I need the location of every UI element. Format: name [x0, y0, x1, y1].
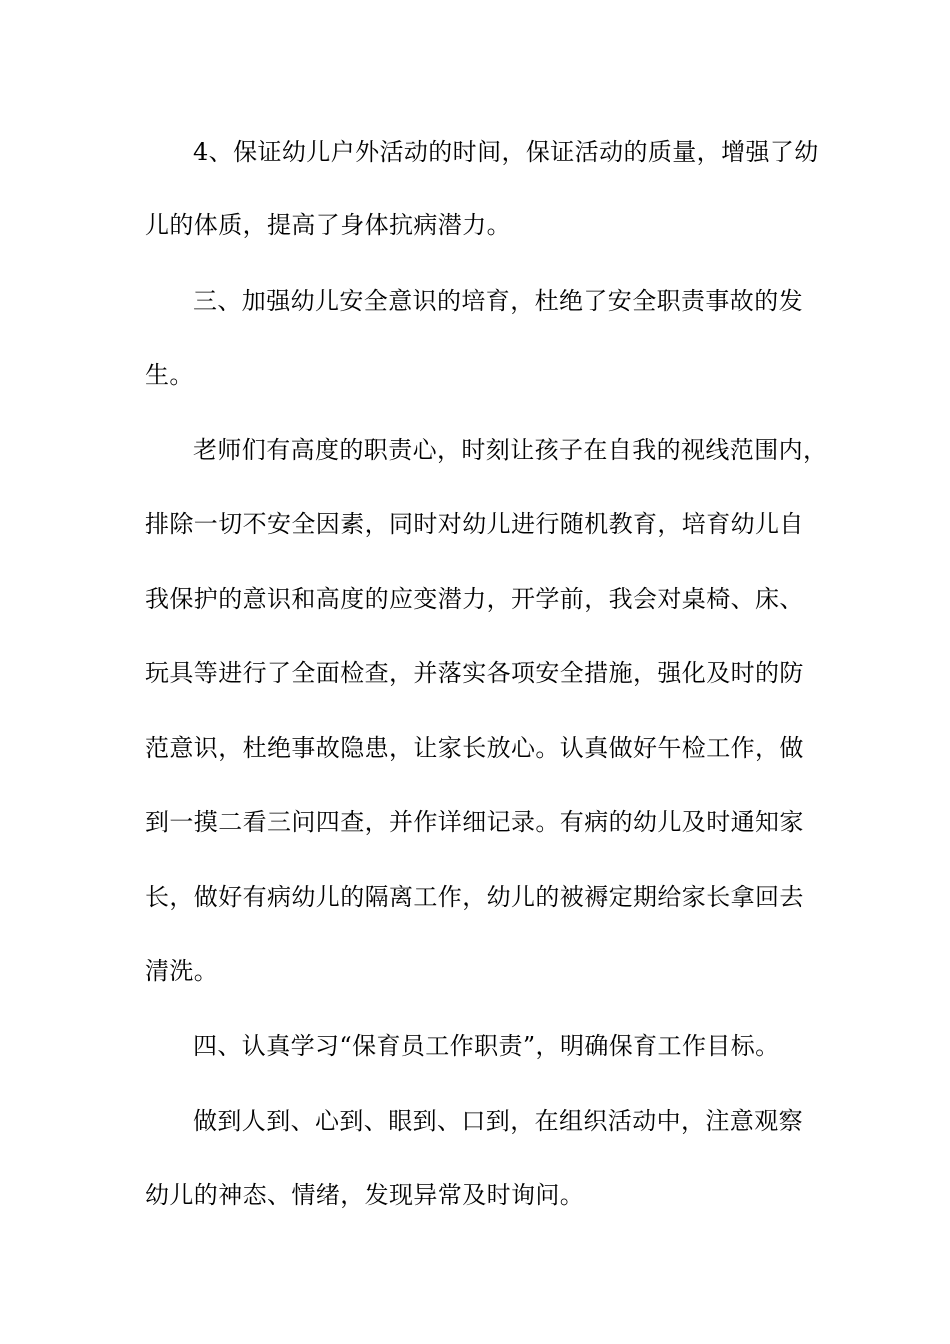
section-4-heading: 四、认真学习“保育员工作职责”，明确保育工作目标。 [193, 1032, 780, 1060]
paragraph-4-line-2: 儿的体质，提高了身体抗病潜力。 [145, 211, 511, 239]
safety-paragraph-line-3: 我保护的意识和高度的应变潜力，开学前，我会对桌椅、床、 [145, 585, 804, 613]
paragraph-4-line-1: 4、保证幼儿户外活动的时间，保证活动的质量，增强了幼 [193, 138, 819, 166]
section-3-heading-line-1: 三、加强幼儿安全意识的培育，杜绝了安全职责事故的发 [193, 287, 803, 315]
duty-paragraph-line-1: 做到人到、心到、眼到、口到，在组织活动中，注意观察 [193, 1107, 803, 1135]
safety-paragraph-line-4: 玩具等进行了全面检查，并落实各项安全措施，强化及时的防 [145, 659, 804, 687]
safety-paragraph-line-5: 范意识，杜绝事故隐患，让家长放心。认真做好午检工作，做 [145, 734, 804, 762]
safety-paragraph-line-1: 老师们有高度的职责心，时刻让孩子在自我的视线范围内， [193, 436, 828, 464]
duty-paragraph-line-2: 幼儿的神态、情绪，发现异常及时询问。 [145, 1181, 585, 1209]
safety-paragraph-line-2: 排除一切不安全因素，同时对幼儿进行随机教育，培育幼儿自 [145, 510, 804, 538]
safety-paragraph-line-8: 清洗。 [145, 957, 219, 985]
section-3-heading-line-2: 生。 [145, 361, 194, 389]
safety-paragraph-line-7: 长，做好有病幼儿的隔离工作，幼儿的被褥定期给家长拿回去 [145, 883, 804, 911]
safety-paragraph-line-6: 到一摸二看三问四查，并作详细记录。有病的幼儿及时通知家 [145, 808, 804, 836]
